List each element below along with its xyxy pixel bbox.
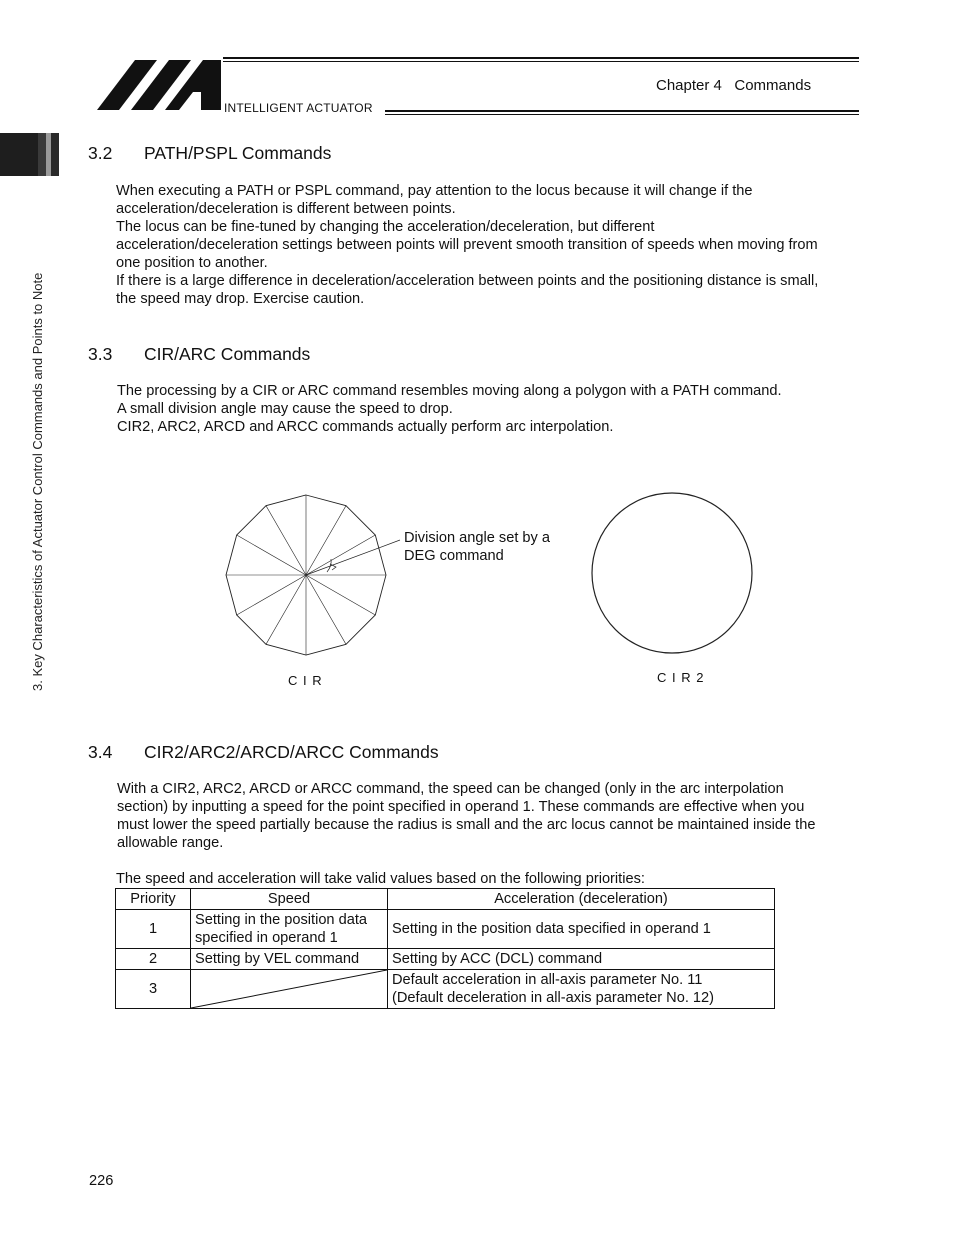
cell-line: specified in operand 1 xyxy=(195,930,338,946)
speed-cell xyxy=(191,910,388,949)
cell-line: Setting in the position data xyxy=(195,912,368,928)
section-heading xyxy=(88,143,331,164)
paragraph-line: the speed may drop. Exercise caution. xyxy=(116,291,365,307)
column-header: Speed xyxy=(191,889,388,910)
section-number: 3.4 xyxy=(88,742,113,762)
accel-cell xyxy=(388,970,775,1009)
section-title: PATH/PSPL Commands xyxy=(144,143,332,163)
header-rule xyxy=(385,110,859,112)
paragraph-line: one position to another. xyxy=(116,255,268,271)
section-heading xyxy=(88,344,310,365)
polygon-spoke xyxy=(266,506,306,575)
paragraph-line: CIR2, ARC2, ARCD and ARCC commands actually perform arc interpolation. xyxy=(117,419,614,435)
paragraph-line: must lower the speed partially because the radius is small and the arc locus cannot be maintained inside the xyxy=(117,817,816,833)
division-angle-note xyxy=(404,529,550,565)
paragraph-line: When executing a PATH or PSPL command, pay attention to the locus because it will change if the xyxy=(116,183,753,199)
table-header-row xyxy=(116,889,775,910)
section-number: 3.2 xyxy=(88,143,113,163)
paragraph-line: If there is a large difference in deceleration/acceleration between points and the positioning distance is small, xyxy=(116,273,819,289)
section-body xyxy=(117,780,887,852)
brand-name: INTELLIGENT ACTUATOR xyxy=(224,101,373,115)
priority-table xyxy=(115,888,775,1009)
polygon-spoke xyxy=(306,575,375,615)
cell-line: Setting in the position data specified in operand 1 xyxy=(392,921,711,937)
cell-line: (Default deceleration in all-axis parameter No. 12) xyxy=(392,990,715,1006)
section-number: 3.3 xyxy=(88,344,113,364)
section-body xyxy=(117,382,887,436)
section-title: CIR/ARC Commands xyxy=(144,344,311,364)
cir2-label: C I R 2 xyxy=(657,670,705,685)
paragraph-line: acceleration/deceleration is different between points. xyxy=(116,201,456,217)
header-rule xyxy=(223,57,859,59)
table-intro: The speed and acceleration will take valid values based on the following priorities: xyxy=(116,871,645,887)
chapter-tab xyxy=(38,133,46,176)
chapter-title: Chapter 4 Commands xyxy=(656,77,812,94)
paragraph-line: acceleration/deceleration settings between points will prevent smooth transition of speeds when moving from xyxy=(116,237,818,253)
speed-cell: Setting by VEL command xyxy=(191,949,388,970)
table-row xyxy=(116,949,775,970)
paragraph-line: The locus can be fine-tuned by changing the acceleration/deceleration, but different xyxy=(116,219,655,235)
annotation-line: DEG command xyxy=(404,548,504,564)
side-tab-text: 3. Key Characteristics of Actuator Control Commands and Points to Note xyxy=(30,272,45,691)
polygon-spoke xyxy=(306,575,346,644)
polygon-spoke xyxy=(306,535,375,575)
paragraph-line: A small division angle may cause the speed to drop. xyxy=(117,401,453,417)
section-title: CIR2/ARC2/ARCD/ARCC Commands xyxy=(144,742,439,762)
column-header: Priority xyxy=(116,889,191,910)
polygon-spoke xyxy=(306,506,346,575)
polygon-spoke xyxy=(237,575,306,615)
paragraph-line: With a CIR2, ARC2, ARCD or ARCC command, the speed can be changed (only in the arc interpolation xyxy=(117,781,784,797)
accel-cell xyxy=(388,910,775,949)
diagonal-slash xyxy=(191,970,387,1008)
section-heading xyxy=(88,742,439,763)
cell-line: Default acceleration in all-axis parameter No. 11 xyxy=(392,972,703,988)
polygon-spoke xyxy=(237,535,306,575)
section-body xyxy=(116,182,886,308)
table-row xyxy=(116,970,775,1009)
annotation-line: Division angle set by a xyxy=(404,530,551,546)
page-number: 226 xyxy=(89,1173,114,1189)
polygon-spoke xyxy=(266,575,306,644)
cir-label: C I R xyxy=(288,673,323,688)
paragraph-line: section) by inputting a speed for the point specified in operand 1. These commands are effective when you xyxy=(117,799,805,815)
cir-polygon xyxy=(226,495,400,655)
chapter-tab xyxy=(0,133,38,176)
priority-cell: 1 xyxy=(116,910,191,949)
priority-cell: 3 xyxy=(116,970,191,1009)
paragraph-line: The processing by a CIR or ARC command resembles moving along a polygon with a PATH command. xyxy=(117,383,782,399)
iai-logo xyxy=(97,60,221,110)
priority-cell: 2 xyxy=(116,949,191,970)
header-rule xyxy=(385,114,859,115)
paragraph-line: allowable range. xyxy=(117,835,224,851)
speed-cell-empty xyxy=(191,970,388,1009)
column-header: Acceleration (deceleration) xyxy=(388,889,775,910)
chapter-tab xyxy=(51,133,59,176)
accel-cell: Setting by ACC (DCL) command xyxy=(388,949,775,970)
cir2-circle xyxy=(592,493,752,653)
cir-figure xyxy=(220,488,760,698)
table-row xyxy=(116,910,775,949)
header-rule xyxy=(223,61,859,62)
